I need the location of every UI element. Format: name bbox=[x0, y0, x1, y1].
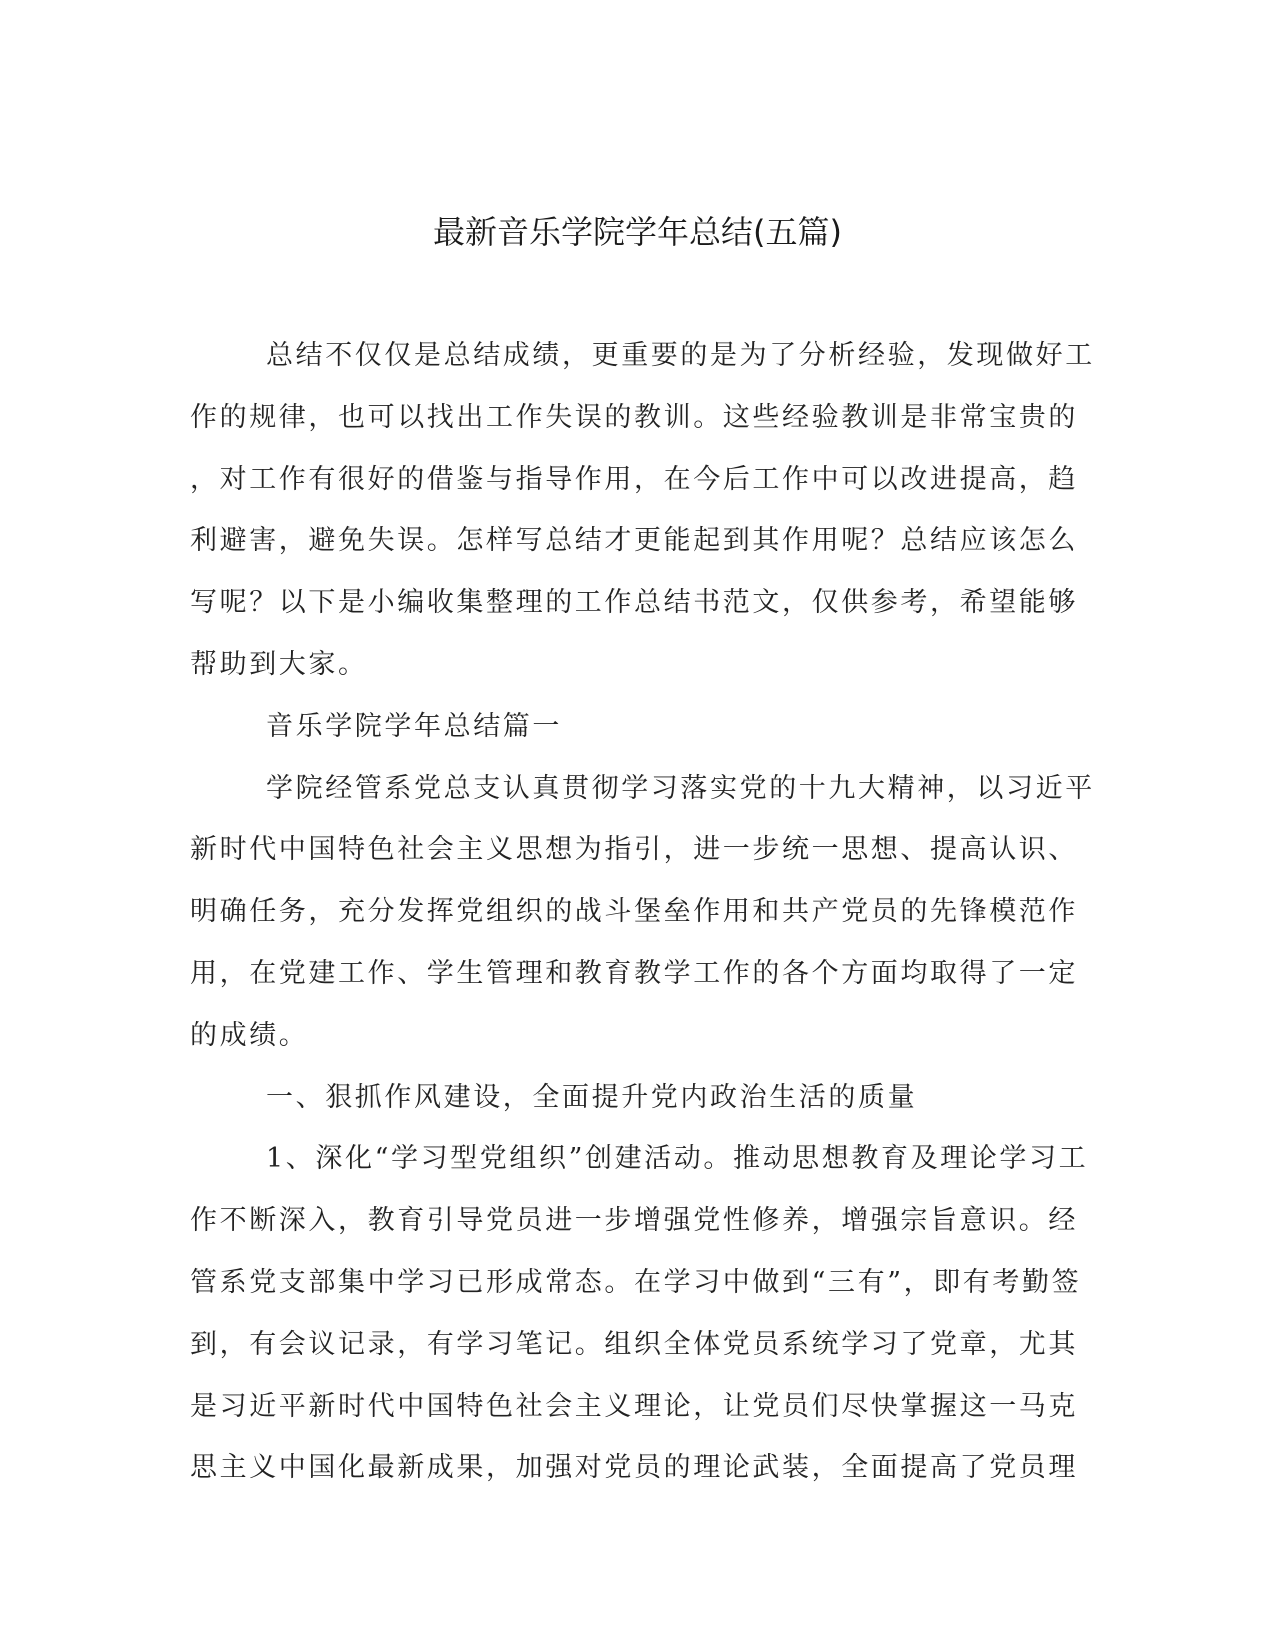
text-line: 写呢？以下是小编收集整理的工作总结书范文，仅供参考，希望能够 bbox=[190, 587, 1078, 619]
document-body bbox=[190, 330, 1095, 1504]
text-line: 到，有会议记录，有学习笔记。组织全体党员系统学习了党章，尤其 bbox=[190, 1328, 1078, 1360]
text-line: 用，在党建工作、学生管理和教育教学工作的各个方面均取得了一定 bbox=[190, 957, 1078, 989]
text-line: 1、深化“学习型党组织”创建活动。推动思想教育及理论学习工 bbox=[266, 1143, 1089, 1175]
text-line: 学院经管系党总支认真贯彻学习落实党的十九大精神，以习近平 bbox=[266, 772, 1095, 804]
text-line: 音乐学院学年总结篇一 bbox=[266, 710, 562, 742]
text-line: 是习近平新时代中国特色社会主义理论，让党员们尽快掌握这一马克 bbox=[190, 1390, 1078, 1422]
text-line: 明确任务，充分发挥党组织的战斗堡垒作用和共产党员的先锋模范作 bbox=[190, 896, 1078, 928]
text-line: 管系党支部集中学习已形成常态。在学习中做到“三有”，即有考勤签 bbox=[190, 1266, 1082, 1298]
text-line: 作的规律，也可以找出工作失误的教训。这些经验教训是非常宝贵的 bbox=[190, 401, 1078, 433]
text-line: 总结不仅仅是总结成绩，更重要的是为了分析经验，发现做好工 bbox=[266, 340, 1095, 371]
document-title: 最新音乐学院学年总结(五篇) bbox=[433, 213, 842, 251]
text-line: 一、狠抓作风建设，全面提升党内政治生活的质量 bbox=[266, 1081, 918, 1113]
text-line: 帮助到大家。 bbox=[190, 648, 368, 680]
text-line: 作不断深入，教育引导党员进一步增强党性修养，增强宗旨意识。经 bbox=[190, 1205, 1078, 1237]
text-line: ，对工作有很好的借鉴与指导作用，在今后工作中可以改进提高，趋 bbox=[190, 463, 1078, 495]
text-line: 思主义中国化最新成果，加强对党员的理论武装，全面提高了党员理 bbox=[190, 1452, 1078, 1484]
text-line: 的成绩。 bbox=[190, 1019, 309, 1051]
text-line: 利避害，避免失误。怎样写总结才更能起到其作用呢？总结应该怎么 bbox=[190, 525, 1078, 557]
text-line: 新时代中国特色社会主义思想为指引，进一步统一思想、提高认识、 bbox=[190, 834, 1078, 866]
